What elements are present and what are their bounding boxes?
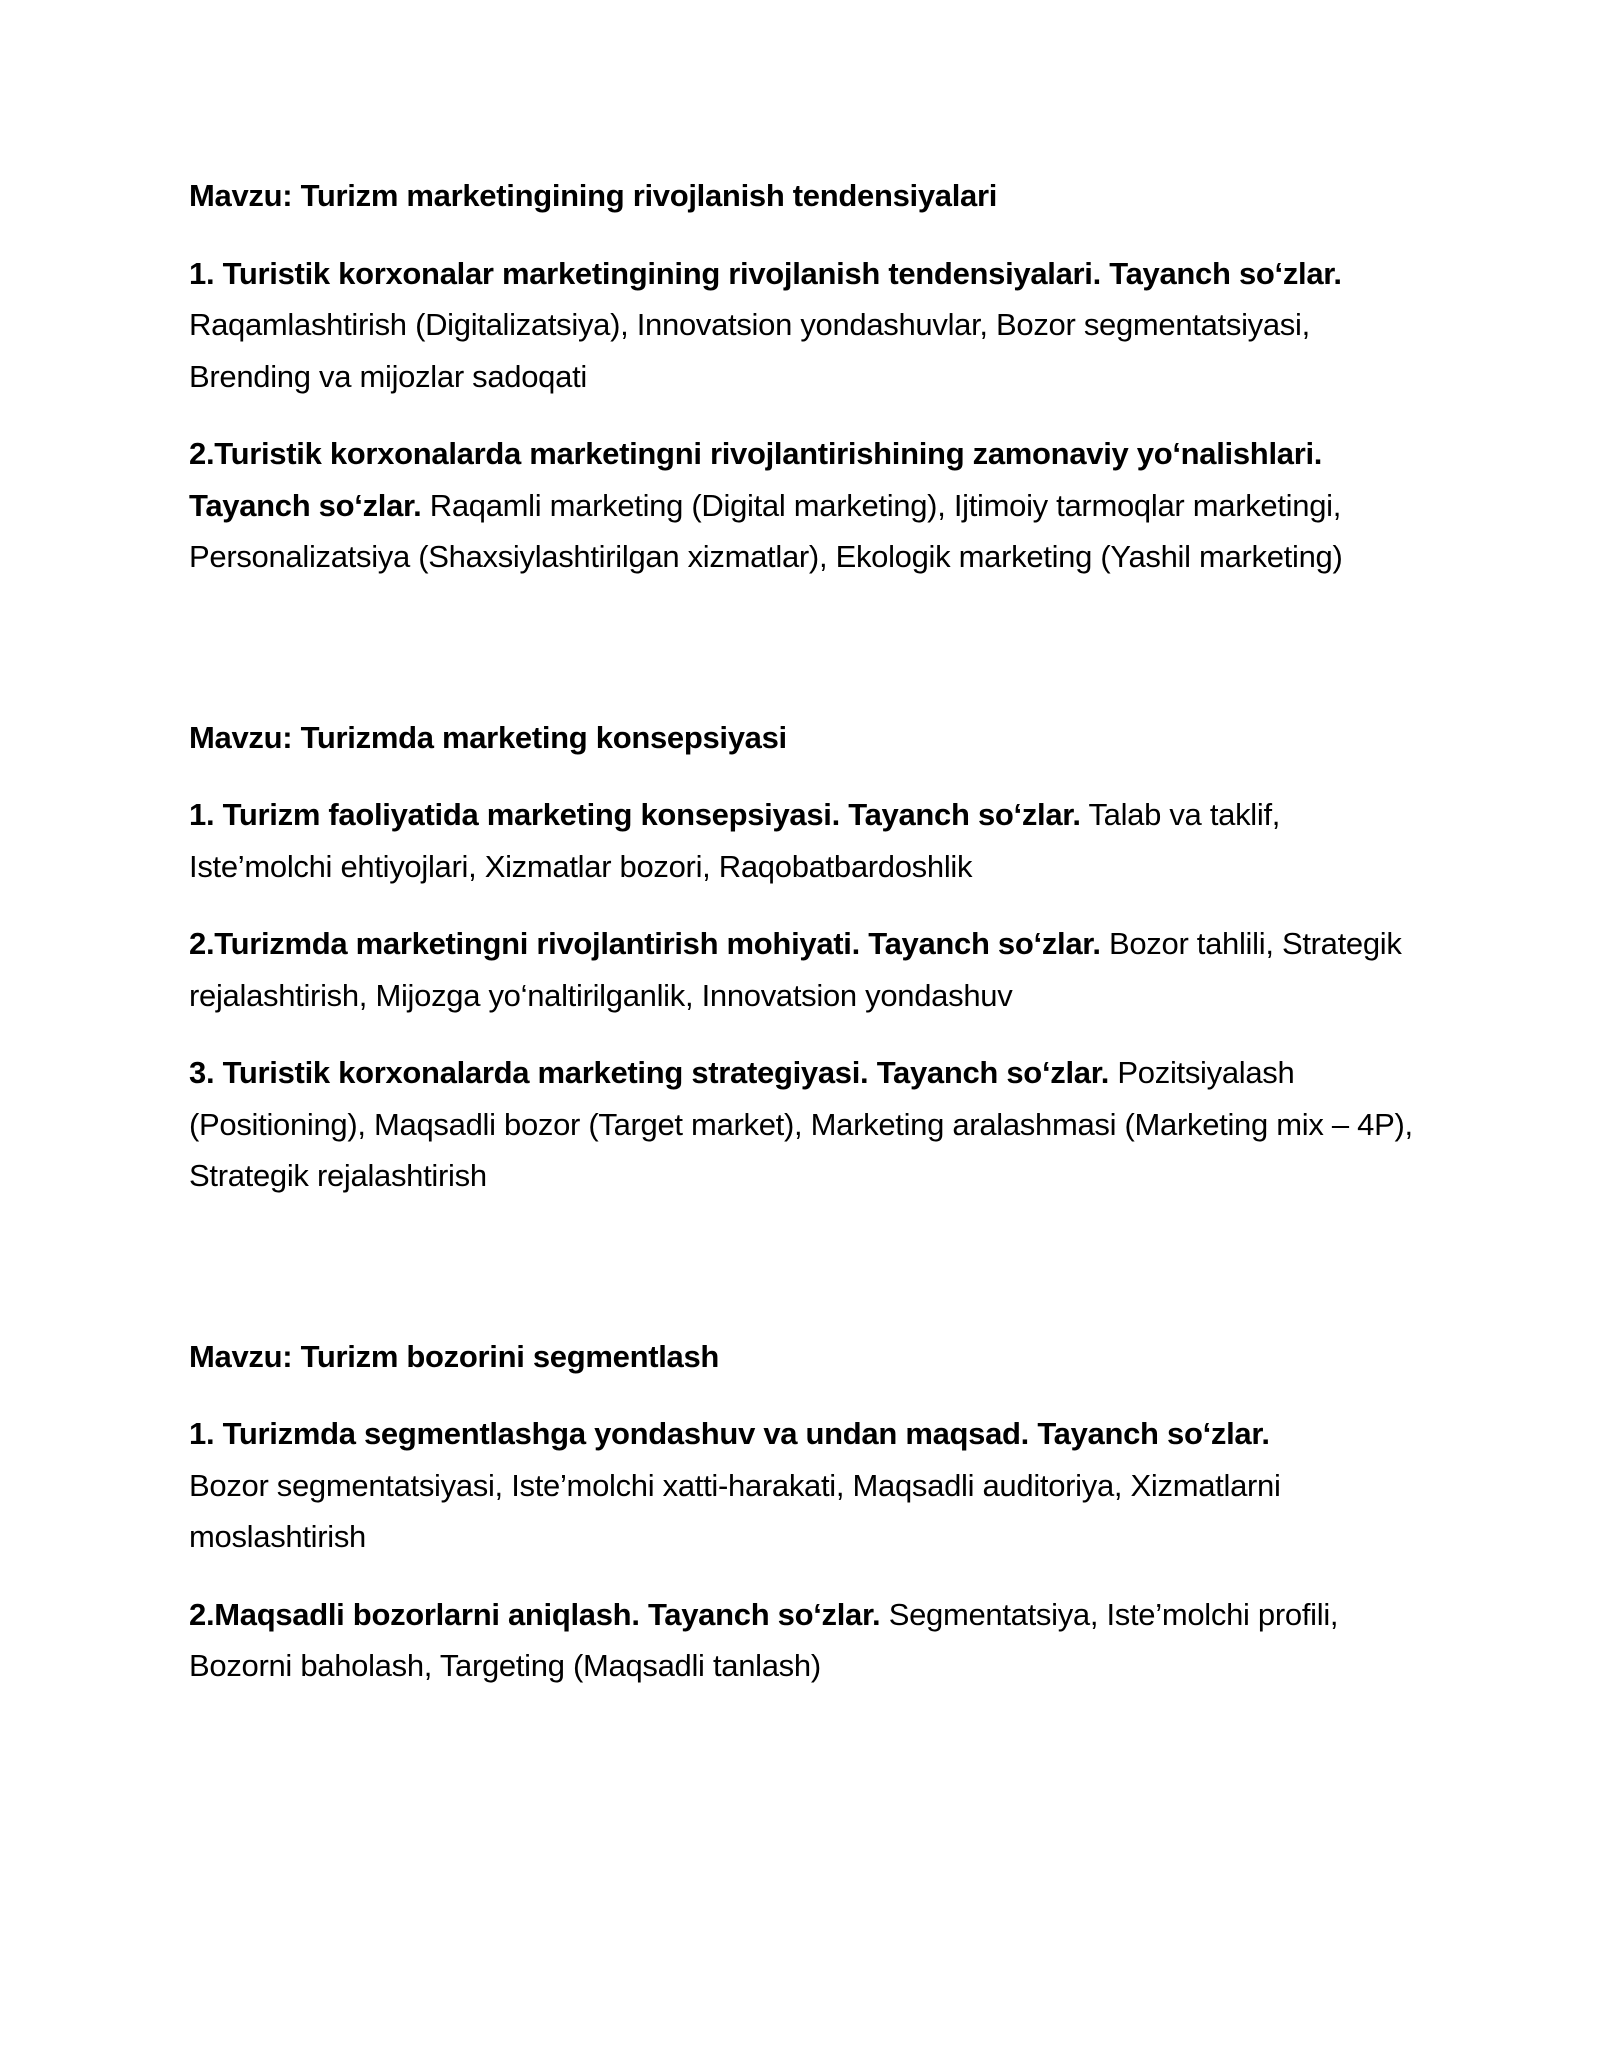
- keywords-label: Tayanch so‘zlar.: [647, 1596, 881, 1632]
- topic-item: [189, 1408, 1429, 1563]
- item-heading: 3. Turistik korxonalarda marketing strategiyasi.: [189, 1055, 869, 1090]
- topic-heading: Mavzu: Turizm marketingining rivojlanish tendensiyalari: [189, 178, 998, 213]
- topic-item: [189, 428, 1429, 583]
- keywords-text: Pozitsiyalash (Positioning), Maqsadli bozor (Target market), Marketing aralashmasi (Marketing mix – 4P), Strategik rejalashtirish: [189, 1055, 1413, 1193]
- topic-item: [189, 789, 1429, 892]
- topic-item: [189, 248, 1429, 403]
- keywords-text: Talab va taklif, Iste’molchi ehtiyojlari, Xizmatlar bozori, Raqobatbardoshlik: [189, 797, 1281, 884]
- keywords-label: Tayanch so‘zlar.: [1109, 255, 1342, 291]
- keywords-text: Segmentatsiya, Iste’molchi profili, Bozorni baholash, Targeting (Maqsadli tanlash): [189, 1596, 1339, 1683]
- section-spacer: [189, 1228, 1429, 1331]
- topic-item: [189, 1047, 1429, 1202]
- keywords-text: Raqamlashtirish (Digitalizatsiya), Innovatsion yondashuvlar, Bozor segmentatsiyasi, Brending va mijozlar sadoqati: [189, 307, 1310, 394]
- topic-item: [189, 1589, 1429, 1692]
- section-3: [189, 1331, 1429, 1692]
- keywords-label: Tayanch so‘zlar.: [868, 926, 1101, 961]
- section-2: [189, 712, 1429, 1202]
- topic-heading: Mavzu: Turizm bozorini segmentlash: [189, 1338, 720, 1374]
- section-spacer: [189, 609, 1429, 712]
- keywords-label: Tayanch so‘zlar.: [1037, 1416, 1270, 1451]
- item-heading: 2.Turizmda marketingni rivojlantirish mohiyati.: [189, 926, 860, 961]
- keywords-text: Bozor tahlili, Strategik rejalashtirish, Mijozga yo‘naltirilganlik, Innovatsion yondashuv: [189, 926, 1402, 1013]
- item-heading: 2.Maqsadli bozorlarni aniqlash.: [189, 1596, 640, 1632]
- keywords-text: Raqamli marketing (Digital marketing), Ijtimoiy tarmoqlar marketingi, Personalizatsiya (Shaxsiylashtirilgan xizmatlar), Ekologik marketing (Yashil marketing): [189, 487, 1343, 574]
- item-heading: 2.Turistik korxonalarda marketingni rivojlantirishining zamonaviy yo‘nalishlari.: [189, 436, 1323, 471]
- topic-heading: Mavzu: Turizmda marketing konsepsiyasi: [189, 719, 787, 755]
- document-page: [189, 170, 1429, 1718]
- item-heading: 1. Turizmda segmentlashga yondashuv va undan maqsad.: [189, 1416, 1029, 1451]
- keywords-text: Bozor segmentatsiyasi, Iste’molchi xatti-harakati, Maqsadli auditoriya, Xizmatlarni moslashtirish: [189, 1467, 1281, 1554]
- topic-item: [189, 918, 1429, 1021]
- keywords-label: Tayanch so‘zlar.: [848, 797, 1081, 832]
- keywords-label: Tayanch so‘zlar.: [876, 1055, 1110, 1090]
- keywords-label: Tayanch so‘zlar.: [189, 487, 422, 523]
- item-heading: 1. Turizm faoliyatida marketing konsepsiyasi.: [189, 797, 840, 832]
- section-1: [189, 170, 1429, 583]
- item-heading: 1. Turistik korxonalar marketingining rivojlanish tendensiyalari.: [189, 255, 1101, 291]
